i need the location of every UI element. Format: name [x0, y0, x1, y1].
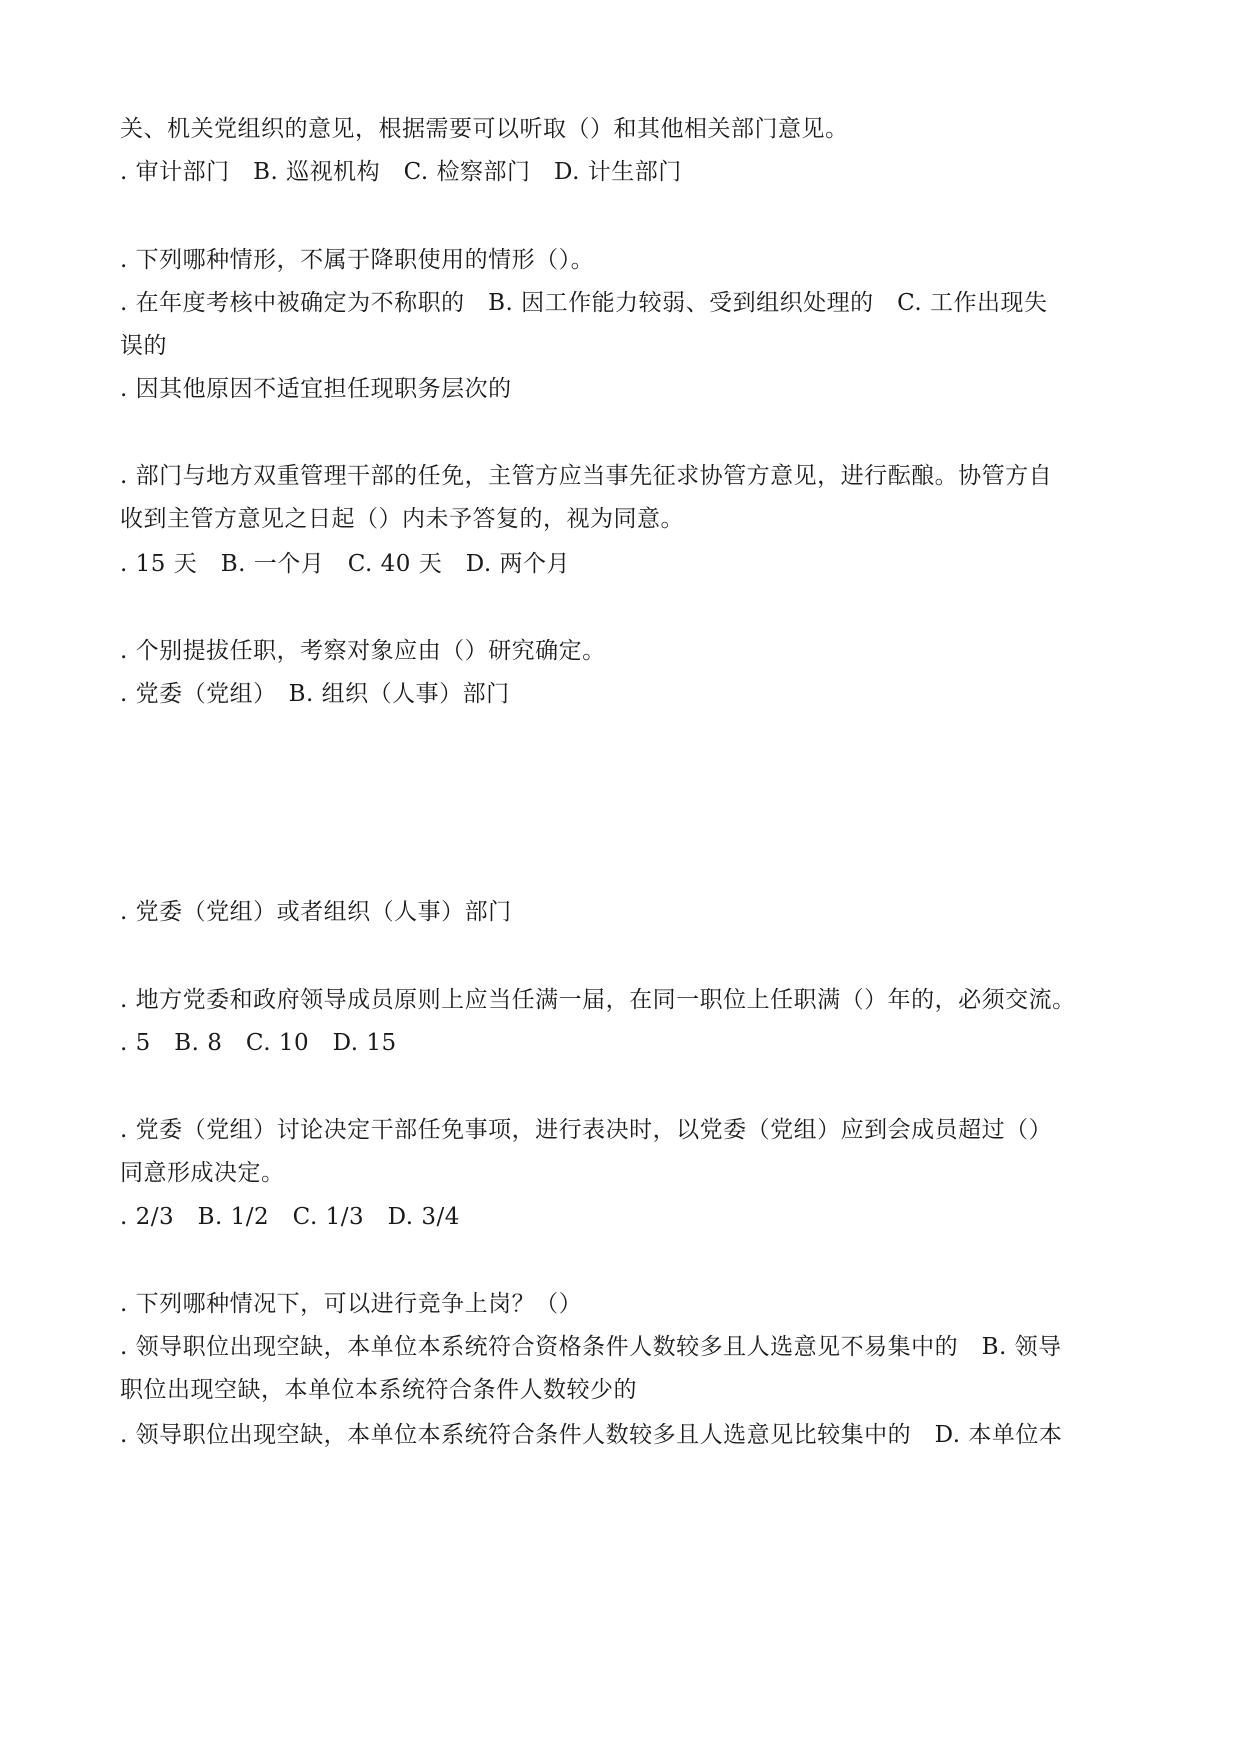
text-line: 同意形成决定。: [120, 1160, 285, 1186]
text-line: 收到主管方意见之日起（）内未予答复的，视为同意。: [120, 506, 684, 532]
answer-options: . 5 B. 8 C. 10 D. 15: [120, 1030, 397, 1056]
answer-options: . 领导职位出现空缺，本单位本系统符合条件人数较多且人选意见比较集中的 D. 本单位本: [120, 1422, 1063, 1448]
question-text: . 下列哪种情况下，可以进行竞争上岗？（）: [120, 1291, 583, 1317]
answer-options: . 15 天 B. 一个月 C. 40 天 D. 两个月: [120, 551, 570, 577]
answer-options: . 党委（党组） B. 组织（人事）部门: [120, 681, 510, 707]
text-line: 职位出现空缺，本单位本系统符合条件人数较少的: [120, 1377, 637, 1403]
answer-option: . 党委（党组）或者组织（人事）部门: [120, 899, 512, 925]
answer-options: . 2/3 B. 1/2 C. 1/3 D. 3/4: [120, 1204, 460, 1230]
question-text: . 个别提拔任职，考察对象应由（）研究确定。: [120, 638, 606, 664]
answer-options: . 在年度考核中被确定为不称职的 B. 因工作能力较弱、受到组织处理的 C. 工作出现失: [120, 290, 1048, 316]
question-text: . 部门与地方双重管理干部的任免，主管方应当事先征求协管方意见，进行酝酿。协管方自: [120, 463, 1053, 489]
question-text: . 党委（党组）讨论决定干部任免事项，进行表决时，以党委（党组）应到会成员超过（）: [120, 1117, 1053, 1143]
answer-options: . 审计部门 B. 巡视机构 C. 检察部门 D. 计生部门: [120, 159, 682, 185]
question-text: . 地方党委和政府领导成员原则上应当任满一届，在同一职位上任职满（）年的，必须交流。: [120, 987, 1076, 1013]
text-line: 关、机关党组织的意见，根据需要可以听取（）和其他相关部门意见。: [120, 116, 849, 142]
answer-options: . 领导职位出现空缺，本单位本系统符合资格条件人数较多且人选意见不易集中的 B. 领导: [120, 1334, 1062, 1360]
text-line: 误的: [120, 333, 167, 359]
answer-option: . 因其他原因不适宜担任现职务层次的: [120, 376, 512, 402]
question-text: . 下列哪种情形，不属于降职使用的情形（）。: [120, 247, 595, 273]
